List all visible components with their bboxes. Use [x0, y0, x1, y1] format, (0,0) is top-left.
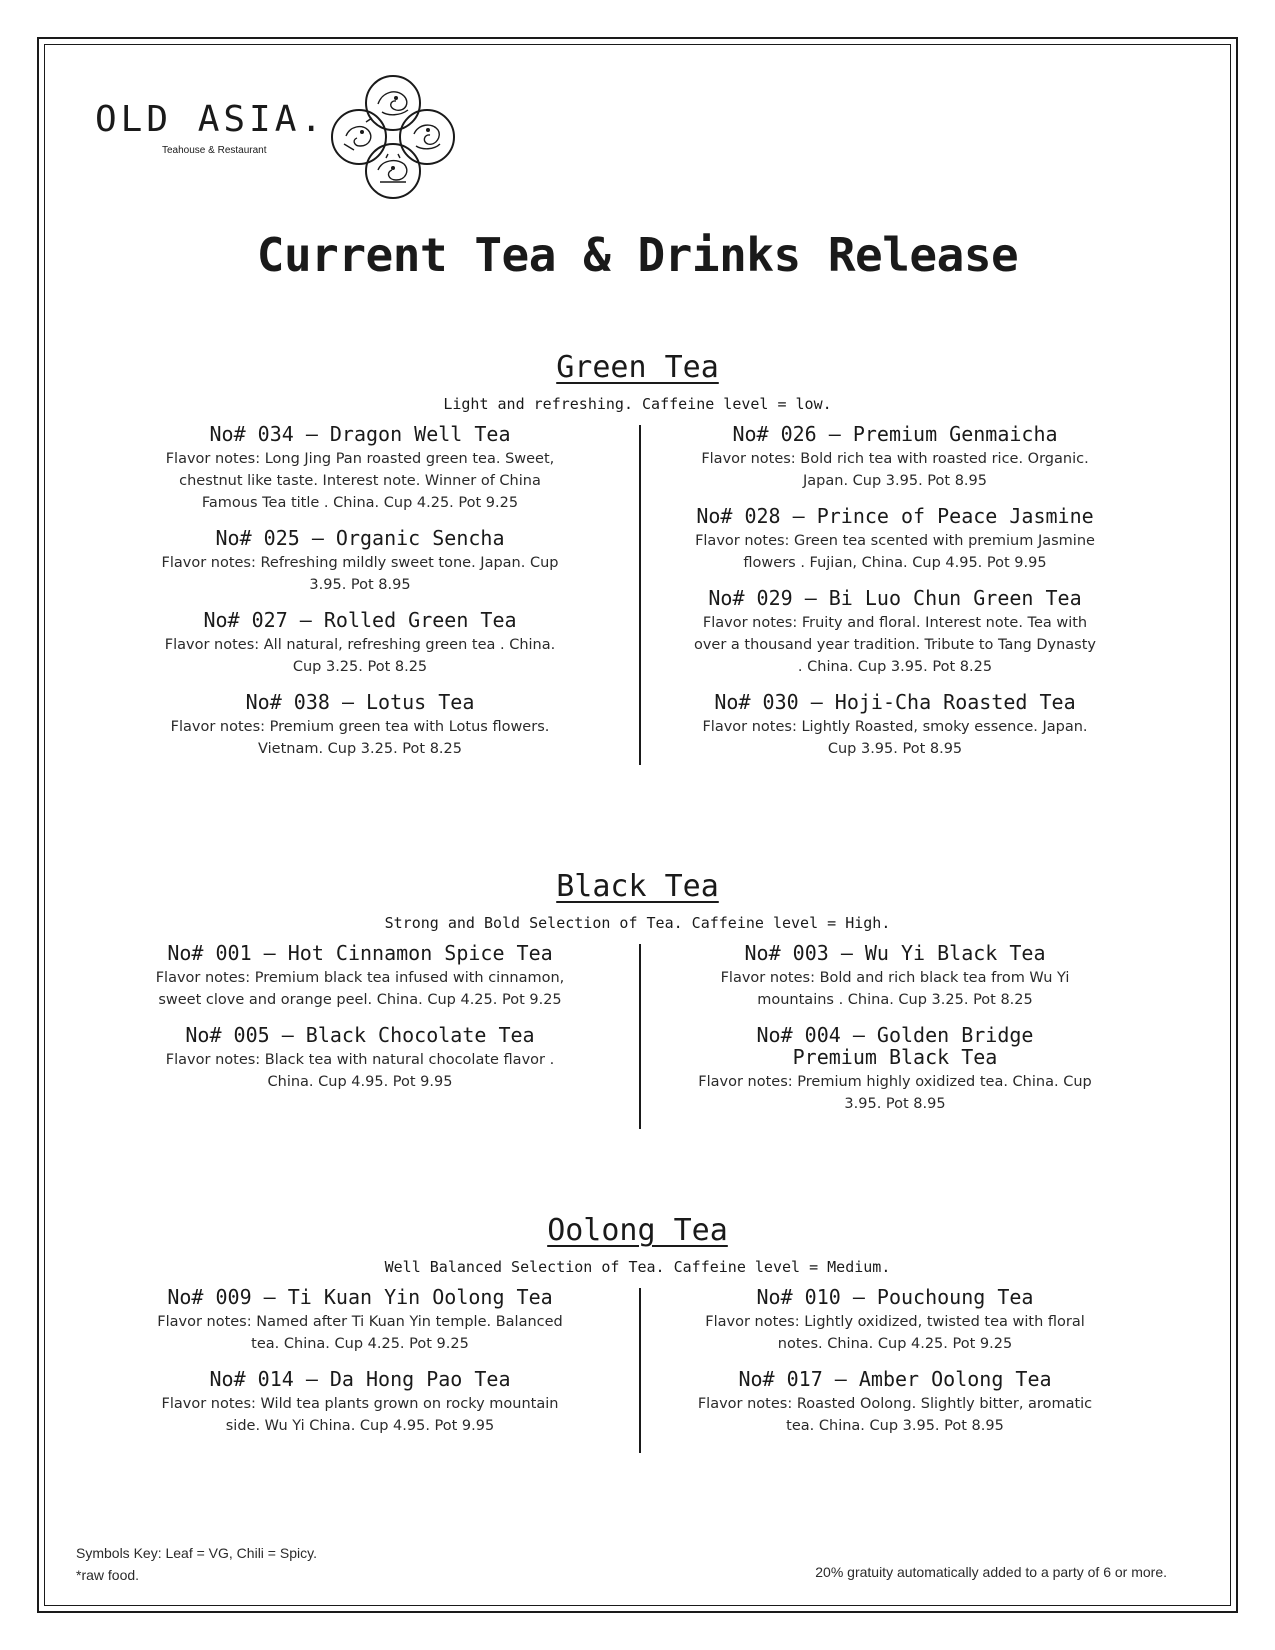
menu-item: [690, 587, 1100, 678]
symbols-key-text: Symbols Key: Leaf = VG, Chili = Spicy.: [76, 1545, 317, 1561]
menu-item: [690, 691, 1100, 760]
section-title: Black Tea: [556, 869, 719, 904]
page-title: Current Tea & Drinks Release: [256, 228, 1019, 282]
menu-item: [690, 942, 1100, 1011]
four-circle-emblem-icon: [330, 74, 456, 200]
menu-item-notes: Flavor notes: Bold rich tea with roasted rice. Organic. Japan. Cup 3.95. Pot 8.95: [701, 451, 1089, 489]
right-column: [690, 1286, 1100, 1450]
menu-item-notes: Flavor notes: Fruity and floral. Interest note. Tea with over a thousand year tradition. Tribute to Tang Dynasty . China. Cup 3.95. Pot 8.25: [693, 615, 1096, 675]
section-description: Well Balanced Selection of Tea. Caffeine level = Medium.: [384, 1258, 891, 1276]
menu-item-name: No# 028 – Prince of Peace Jasmine: [696, 504, 1094, 528]
column-divider: [639, 944, 641, 1129]
menu-item: [155, 527, 565, 596]
section-black-tea: [0, 868, 1275, 1112]
menu-item: [155, 423, 565, 514]
menu-item: [155, 1024, 565, 1093]
gratuity-note: 20% gratuity automatically added to a party of 6 or more.: [815, 1564, 1167, 1580]
menu-item-name: No# 003 – Wu Yi Black Tea: [744, 941, 1046, 965]
right-column: [690, 942, 1100, 1128]
menu-item: [155, 1368, 565, 1437]
menu-item-name: No# 004 – Golden Bridge Premium Black Tea: [756, 1023, 1034, 1069]
menu-item: [690, 1024, 1100, 1115]
menu-item-notes: Flavor notes: Premium black tea infused with cinnamon, sweet clove and orange peel. China. Cup 4.25. Pot 9.25: [155, 970, 565, 1008]
menu-item-notes: Flavor notes: Green tea scented with premium Jasmine flowers . Fujian, China. Cup 4.95. Pot 9.95: [695, 533, 1095, 571]
menu-item-name: No# 014 – Da Hong Pao Tea: [209, 1367, 511, 1391]
menu-item-notes: Flavor notes: Black tea with natural chocolate flavor . China. Cup 4.95. Pot 9.95: [165, 1052, 555, 1090]
brand-name: OLD ASIA.: [95, 99, 327, 140]
menu-item: [690, 423, 1100, 492]
menu-item-name: No# 030 – Hoji-Cha Roasted Tea: [714, 690, 1076, 714]
menu-item-notes: Flavor notes: Wild tea plants grown on rocky mountain side. Wu Yi China. Cup 4.95. Pot 9.95: [161, 1396, 559, 1434]
menu-item: [155, 691, 565, 760]
menu-item-notes: Flavor notes: Bold and rich black tea from Wu Yi mountains . China. Cup 3.25. Pot 8.25: [720, 970, 1070, 1008]
brand-logo-text: [95, 99, 327, 156]
section-description: Strong and Bold Selection of Tea. Caffeine level = High.: [384, 914, 891, 932]
menu-item-name: No# 025 – Organic Sencha: [215, 526, 505, 550]
menu-item-notes: Flavor notes: Named after Ti Kuan Yin temple. Balanced tea. China. Cup 4.25. Pot 9.25: [157, 1314, 563, 1352]
menu-item: [155, 609, 565, 678]
left-column: [155, 942, 565, 1106]
menu-item-name: No# 038 – Lotus Tea: [245, 690, 475, 714]
section-title: Green Tea: [556, 350, 719, 385]
menu-item: [690, 1368, 1100, 1437]
menu-item: [690, 1286, 1100, 1355]
menu-item-name: No# 029 – Bi Luo Chun Green Tea: [708, 586, 1082, 610]
left-column: [155, 423, 565, 773]
right-column: [690, 423, 1100, 773]
menu-item-name: No# 034 – Dragon Well Tea: [209, 422, 511, 446]
section-oolong-tea: [0, 1212, 1275, 1434]
menu-item-notes: Flavor notes: Premium green tea with Lotus flowers. Vietnam. Cup 3.25. Pot 8.25: [170, 719, 550, 757]
menu-item: [155, 1286, 565, 1355]
menu-item-notes: Flavor notes: Lightly oxidized, twisted tea with floral notes. China. Cup 4.25. Pot 9.25: [705, 1314, 1085, 1352]
menu-item-notes: Flavor notes: All natural, refreshing green tea . China. Cup 3.25. Pot 8.25: [164, 637, 556, 675]
section-title: Oolong Tea: [547, 1213, 728, 1248]
section-description: Light and refreshing. Caffeine level = low.: [443, 395, 832, 413]
menu-item: [690, 505, 1100, 574]
menu-item-name: No# 026 – Premium Genmaicha: [732, 422, 1058, 446]
brand-tagline: Teahouse & Restaurant: [162, 145, 267, 156]
menu-item-name: No# 017 – Amber Oolong Tea: [738, 1367, 1052, 1391]
menu-item-notes: Flavor notes: Lightly Roasted, smoky essence. Japan. Cup 3.95. Pot 8.95: [702, 719, 1088, 757]
menu-item-name: No# 027 – Rolled Green Tea: [203, 608, 517, 632]
menu-item-name: No# 001 – Hot Cinnamon Spice Tea: [167, 941, 553, 965]
menu-item-notes: Flavor notes: Premium highly oxidized tea. China. Cup 3.95. Pot 8.95: [698, 1074, 1092, 1112]
menu-item-name: No# 010 – Pouchoung Tea: [756, 1285, 1034, 1309]
menu-item-notes: Flavor notes: Refreshing mildly sweet tone. Japan. Cup 3.95. Pot 8.95: [161, 555, 559, 593]
left-column: [155, 1286, 565, 1450]
column-divider: [639, 425, 641, 765]
column-divider: [639, 1288, 641, 1453]
menu-item-name: No# 005 – Black Chocolate Tea: [185, 1023, 535, 1047]
menu-item-notes: Flavor notes: Roasted Oolong. Slightly bitter, aromatic tea. China. Cup 3.95. Pot 8.95: [697, 1396, 1093, 1434]
raw-food-note: *raw food.: [76, 1567, 140, 1583]
section-green-tea: [0, 349, 1275, 757]
menu-item-name: No# 009 – Ti Kuan Yin Oolong Tea: [167, 1285, 553, 1309]
menu-item-notes: Flavor notes: Long Jing Pan roasted green tea. Sweet, chestnut like taste. Interest note. Winner of China Famous Tea title . China. Cup 4.25. Pot 9.25: [165, 451, 555, 511]
menu-item: [155, 942, 565, 1011]
footer-symbols-key: [76, 1542, 317, 1586]
